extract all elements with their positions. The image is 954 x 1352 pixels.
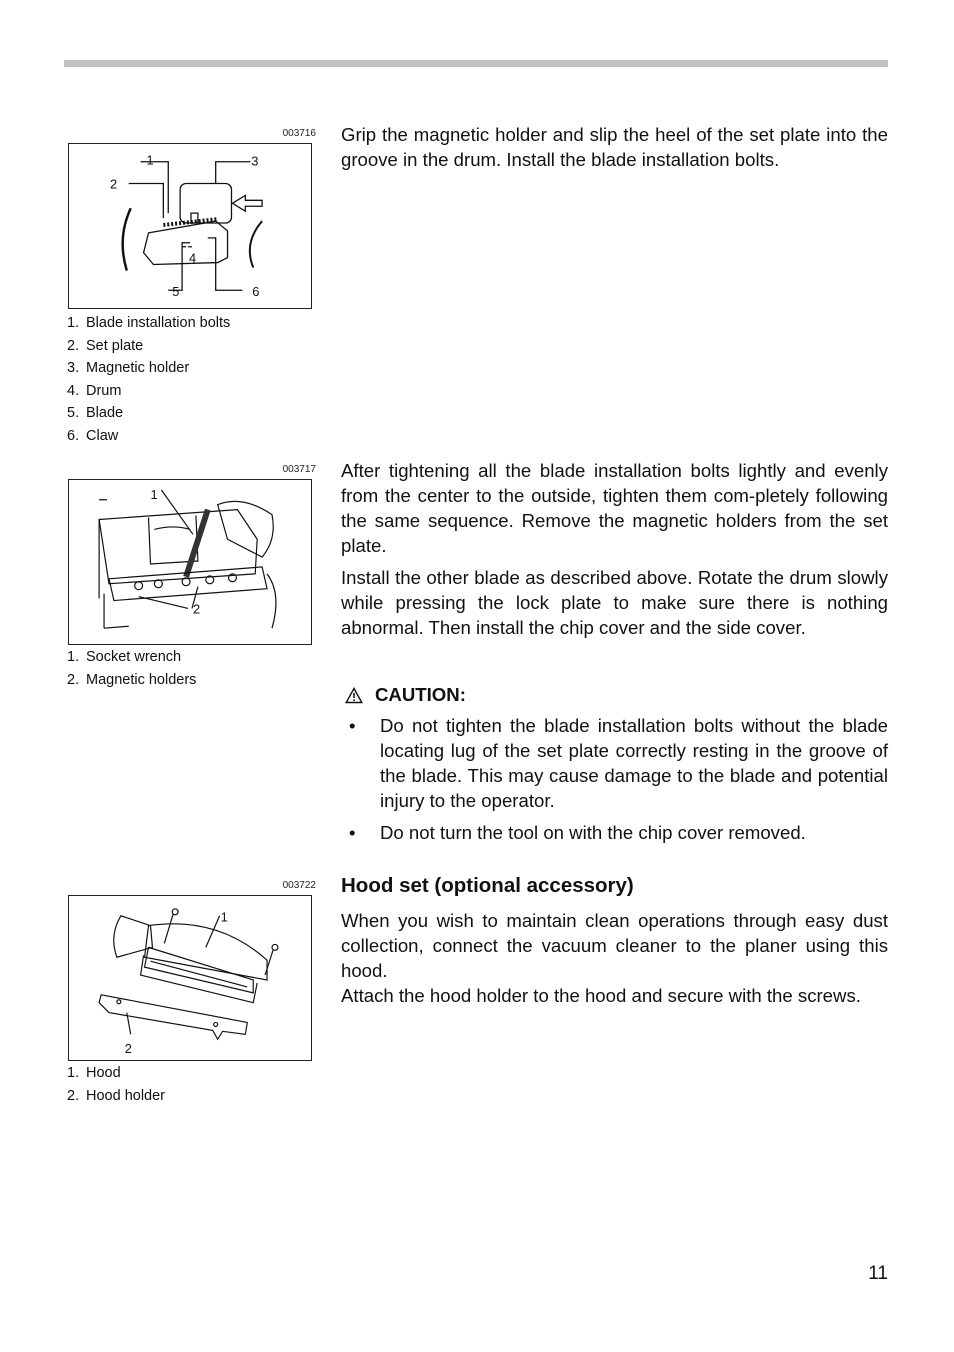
- callout-1: 1: [220, 909, 228, 925]
- callout-1: 1: [150, 486, 158, 502]
- figure-code: 003716: [282, 128, 316, 139]
- header-rule: [64, 60, 888, 67]
- callout-1: 1: [146, 152, 154, 168]
- figure-legend: [67, 646, 196, 691]
- blade-installation-illustration: [69, 144, 311, 308]
- paragraph-install-other: Install the other blade as described above. Rotate the drum slowly while pressing the lock plate to make sure there is nothing abnormal. Then install the chip cover and the side cover.: [341, 567, 888, 638]
- socket-wrench-illustration: [69, 480, 311, 644]
- section-title-hood-set: Hood set (optional accessory): [341, 874, 634, 897]
- figure-legend: [67, 1062, 165, 1107]
- legend-item: 1. Hood: [67, 1065, 121, 1081]
- paragraph-hood-attach: Attach the hood holder to the hood and secure with the screws.: [341, 985, 861, 1006]
- figure-socket-wrench: [68, 479, 312, 645]
- paragraph-grip: Grip the magnetic holder and slip the heel of the set plate into the groove in the drum. Install the blade installation bolts.: [341, 124, 888, 170]
- callout-2: 2: [109, 176, 118, 192]
- caution-bullet: • Do not turn the tool on with the chip cover removed.: [349, 822, 806, 843]
- legend-item: 2. Set plate: [67, 337, 144, 354]
- legend-item: 1. Socket wrench: [67, 649, 182, 665]
- callout-5: 5: [172, 284, 180, 300]
- callout-3: 3: [251, 153, 259, 169]
- caution-heading: CAUTION:: [345, 684, 466, 706]
- callout-6: 6: [252, 284, 260, 300]
- legend-item: 1. Blade installation bolts: [67, 315, 231, 331]
- caution-bullet: • Do not tighten the blade installation bolts without the blade locating lug of the set plate correctly resting in the groove of the blade. This may cause damage to the blade and potential injury to the operator.: [349, 715, 888, 811]
- figure-hood-set: [68, 895, 312, 1061]
- legend-item: 2. Magnetic holders: [67, 671, 197, 688]
- paragraph-tighten: After tightening all the blade installation bolts lightly and evenly from the center to the outside, tighten them com-pletely following the same sequence. Remove the magnetic holders from the set plate.: [341, 460, 888, 556]
- page-number: 11: [868, 1263, 888, 1284]
- figure-code: 003717: [282, 464, 316, 475]
- callout-4: 4: [189, 250, 197, 266]
- legend-item: 4. Drum: [67, 382, 122, 399]
- bullet-symbol: •: [349, 715, 356, 736]
- figure-legend: [67, 312, 230, 448]
- warning-triangle-icon: [345, 687, 363, 704]
- legend-item: 2. Hood holder: [67, 1087, 165, 1104]
- figure-code: 003722: [282, 880, 316, 891]
- bullet-symbol: •: [349, 822, 356, 843]
- callout-2: 2: [124, 1041, 132, 1057]
- callout-2: 2: [192, 601, 201, 617]
- figure-blade-installation: [68, 143, 312, 309]
- legend-item: 6. Claw: [67, 427, 119, 444]
- legend-item: 5. Blade: [67, 405, 124, 422]
- paragraph-hood-intro: When you wish to maintain clean operations through easy dust collection, connect the vacuum cleaner to the planer using this hood.: [341, 910, 888, 981]
- hood-set-illustration: [69, 896, 311, 1060]
- legend-item: 3. Magnetic holder: [67, 360, 190, 377]
